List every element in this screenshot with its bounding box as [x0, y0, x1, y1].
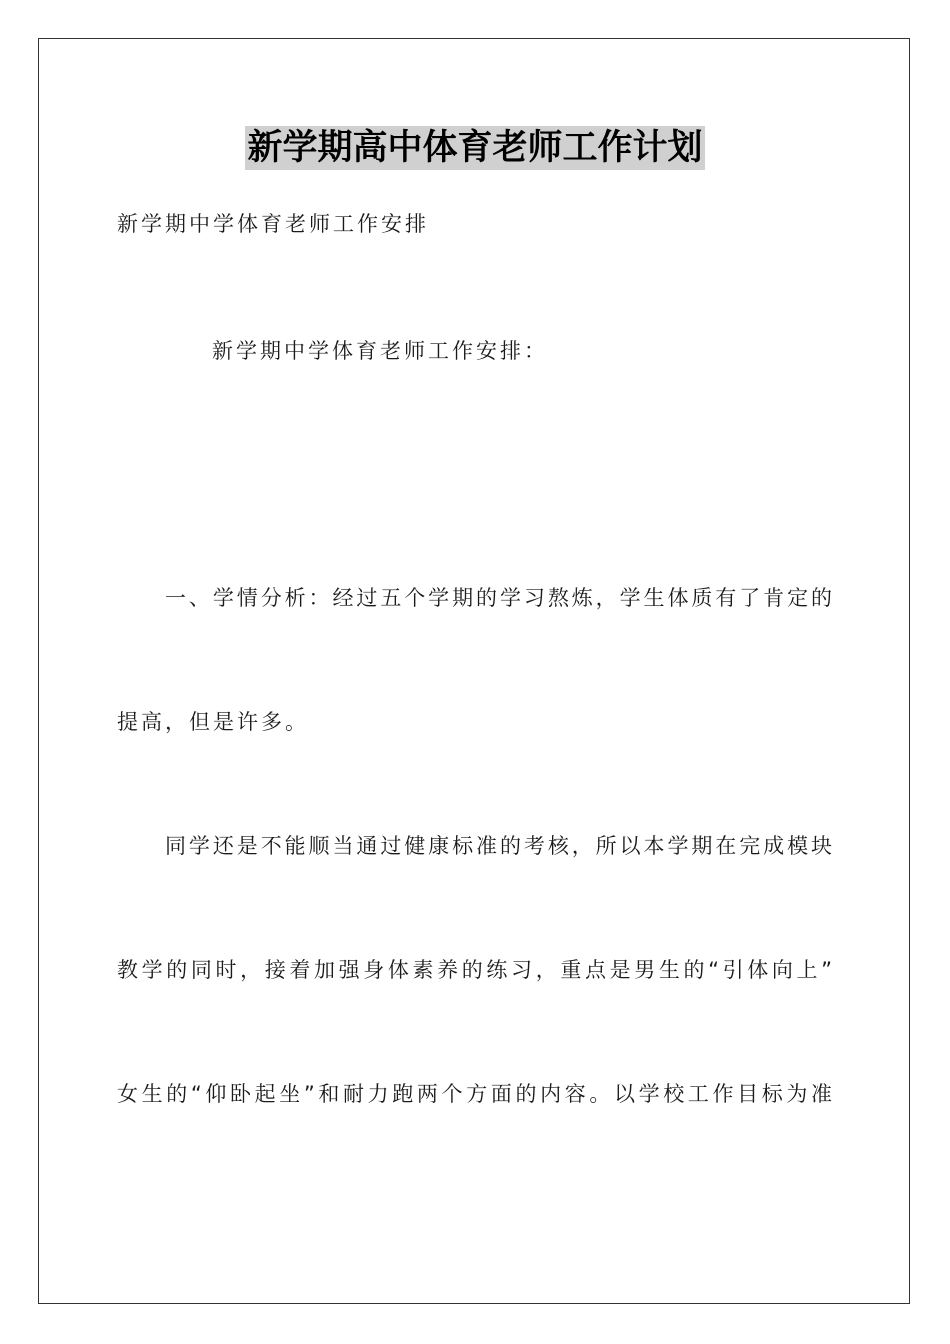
title-container [0, 126, 950, 170]
paragraph-line-4: 教学的同时，接着加强身体素养的练习，重点是男生的“引体向上” [117, 958, 832, 982]
document-subtitle: 新学期中学体育老师工作安排 [117, 212, 429, 236]
paragraph-line-1: 一、学情分析：经过五个学期的学习熬炼，学生体质有了肯定的 [165, 586, 832, 610]
paragraph-line-3: 同学还是不能顺当通过健康标准的考核，所以本学期在完成模块 [165, 834, 832, 858]
document-title: 新学期高中体育老师工作计划 [247, 127, 703, 168]
paragraph-heading: 新学期中学体育老师工作安排： [212, 339, 548, 363]
paragraph-line-2: 提高，但是许多。 [117, 710, 309, 734]
paragraph-line-5: 女生的“仰卧起坐”和耐力跑两个方面的内容。以学校工作目标为准 [117, 1082, 832, 1106]
